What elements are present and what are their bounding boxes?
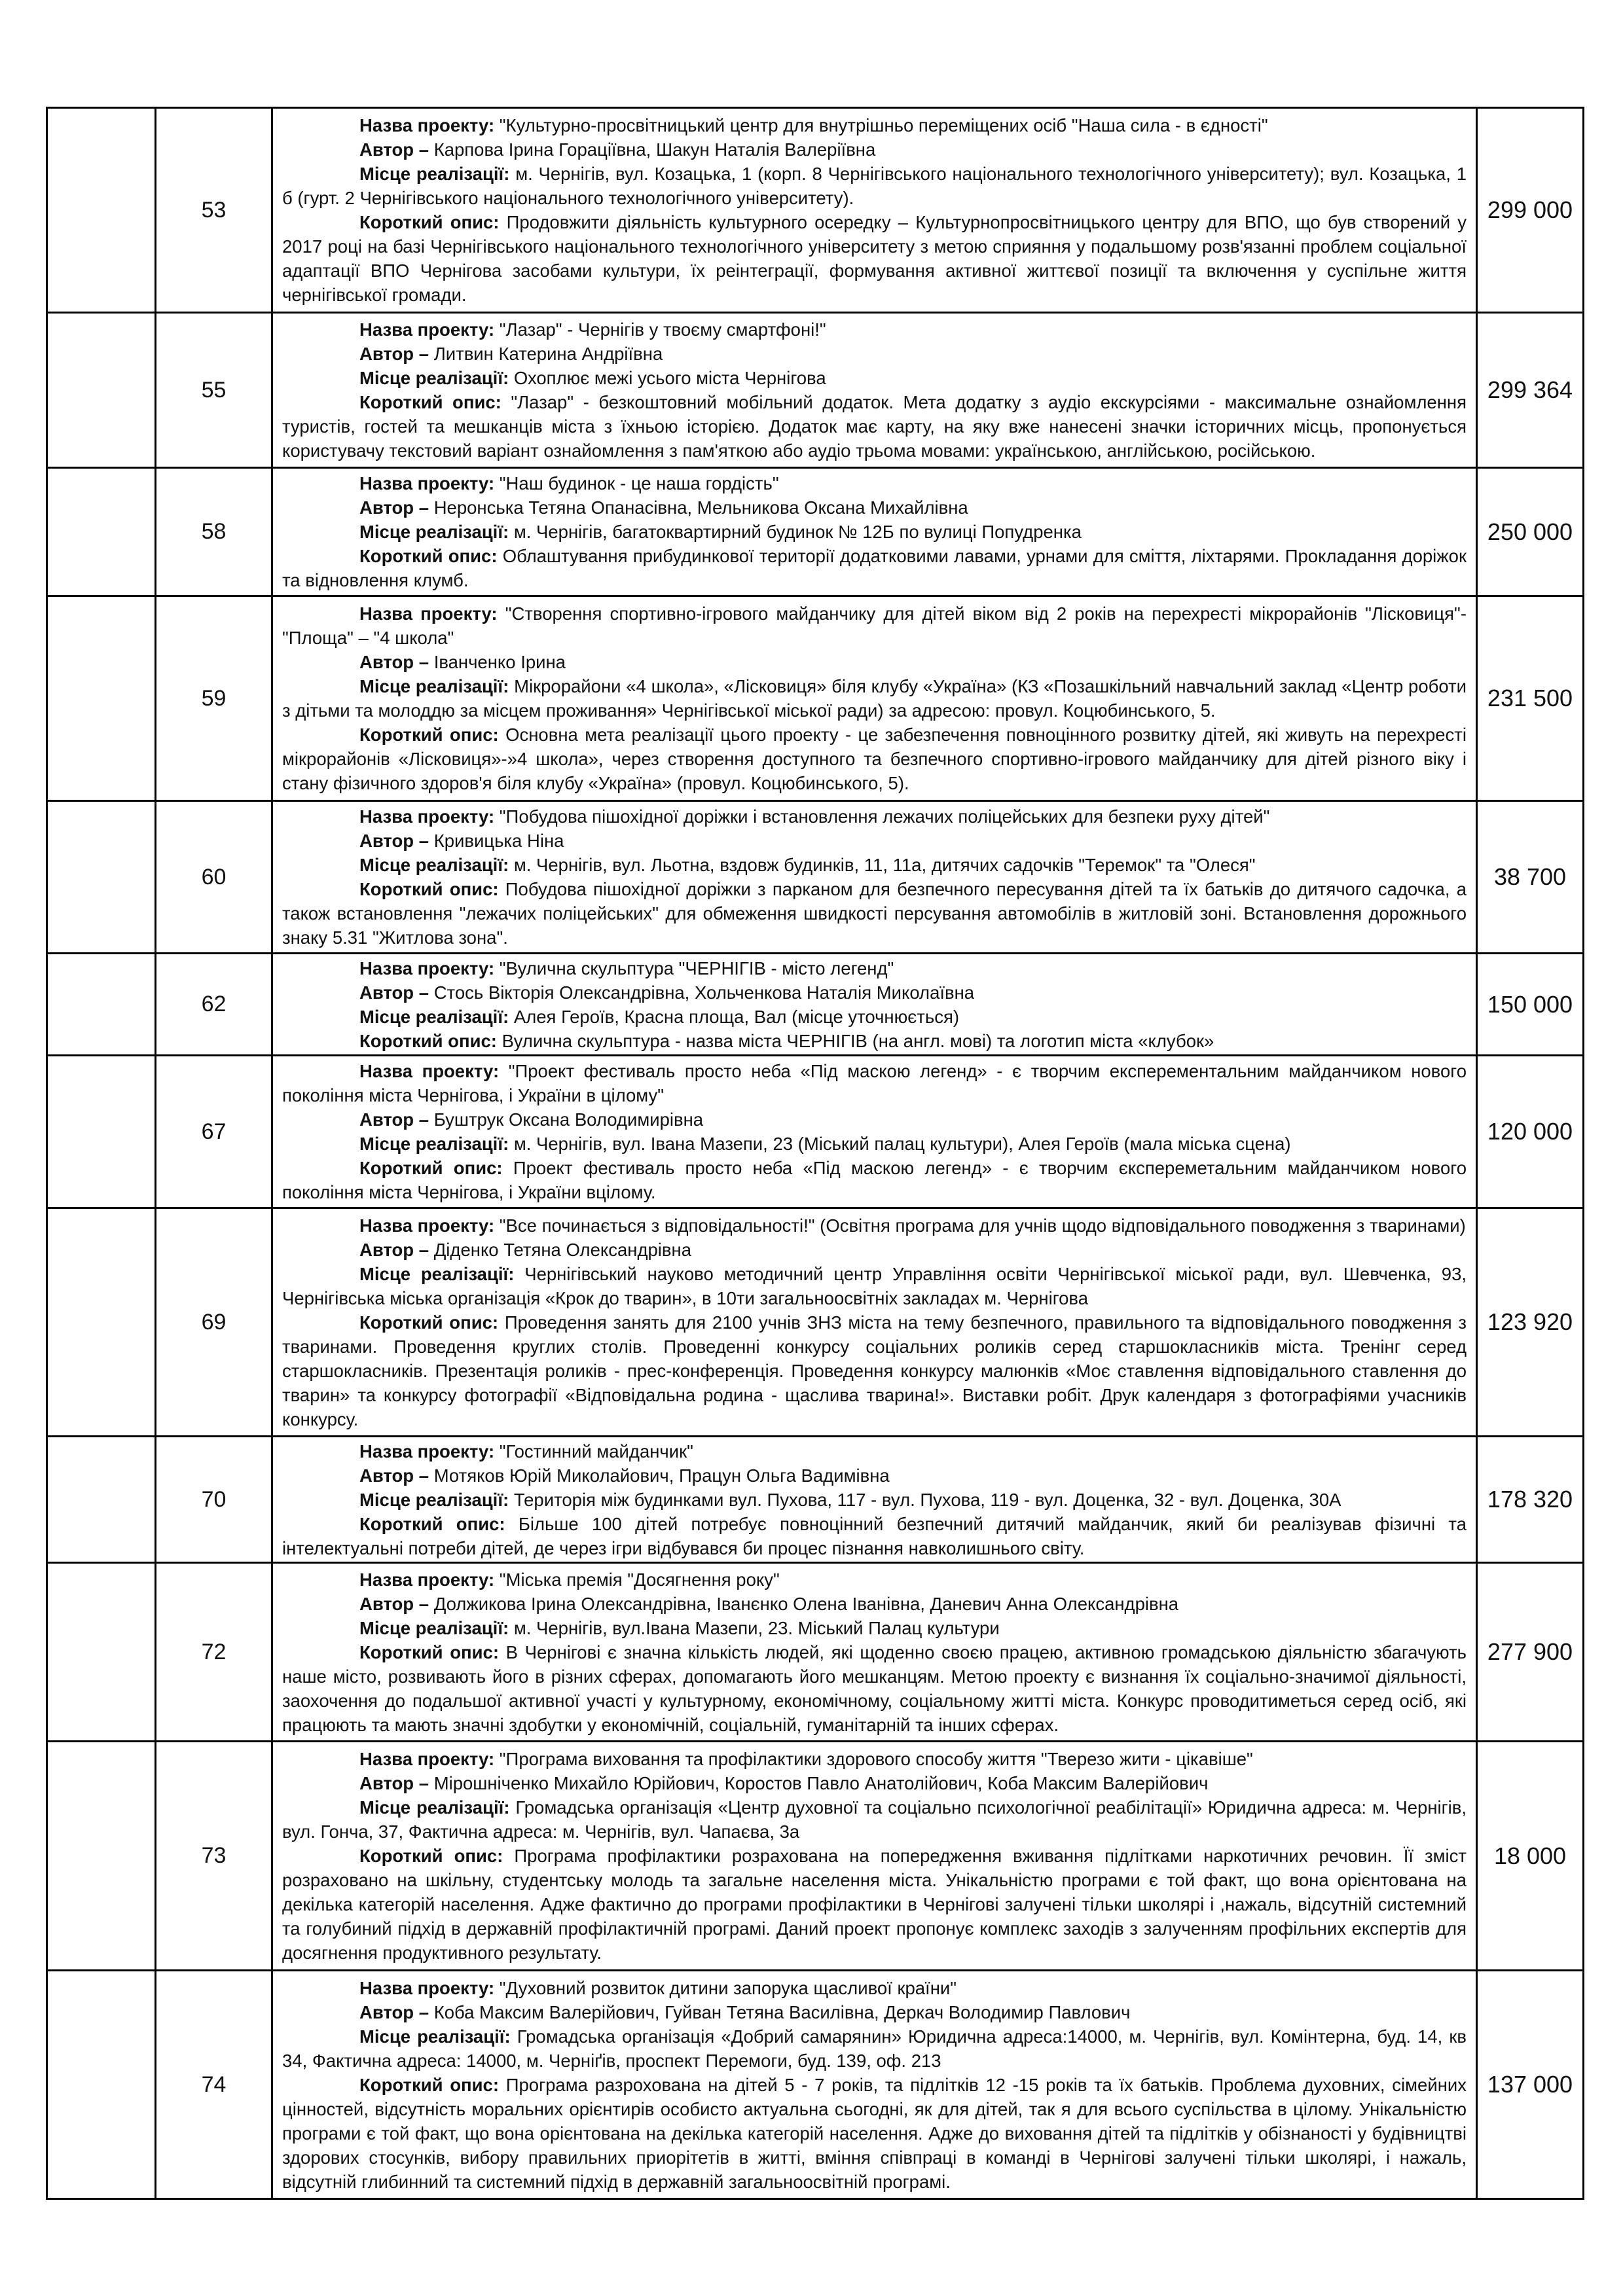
project-name-label: Назва проекту: [359,1977,495,1998]
project-author-line [282,2000,1467,2024]
project-number: 70 [156,1437,272,1563]
project-name-line [282,1976,1467,2000]
project-place-label: Місце реалізації: [359,676,509,696]
project-desc: Продовжити діяльність культурного осередку – Культурнопросвітницького центру для ВПО, що був створений у 2017 році на базі Чернігівського національного технологічного університету з метою сприяння у подальшому розв'язанні проблем соціальної адаптації ВПО Чернігова засобами культури, їх реінтеграції, формування активної життєвої позиції та включення у суспільне життя чернігівської громади. [282,212,1467,305]
project-row [47,468,1584,596]
blank-cell [47,108,156,313]
project-place-label: Місце реалізації: [359,855,509,875]
project-desc: Проект фестиваль просто неба «Під маскою легенд» - є творчим єкспереметальним майданчиком нового покоління міста Чернігова, і України вцілому. [282,1158,1467,1202]
project-author-label: Автор – [359,139,429,160]
project-amount: 120 000 [1477,1056,1584,1208]
project-place: Алея Героїв, Красна площа, Вал (місце уточнюється) [513,1006,960,1027]
project-author: Коба Максим Валерійович, Гуйван Тетяна Василівна, Деркач Володимир Павлович [433,2001,1131,2022]
project-number: 53 [156,108,272,313]
project-author: Неронська Тетяна Опанасівна, Мельникова Оксана Михайлівна [433,497,968,518]
project-name-label: Назва проекту: [359,1441,495,1462]
blank-cell [47,801,156,954]
project-place: Територія між будинками вул. Пухова, 117 - вул. Пухова, 119 - вул. Доценка, 32 - вул. Доценка, 30А [513,1489,1341,1510]
project-amount: 178 320 [1477,1437,1584,1563]
project-name: "Наш будинок - це наша гордість" [499,473,779,493]
project-name-line [282,1439,1467,1463]
blank-cell [47,1742,156,1971]
project-author-line [282,137,1467,162]
project-desc-label: Короткий опис: [359,1641,499,1662]
project-place-label: Місце реалізації: [359,1006,509,1027]
project-name-line [282,1059,1467,1107]
project-name-line [282,1568,1467,1592]
project-place-label: Місце реалізації: [359,1489,509,1510]
project-desc-label: Короткий опис: [359,879,499,899]
project-author-line [282,1592,1467,1616]
project-name: "Все починається з відповідальності!" (Освітня програма для учнів щодо відповідального поводження з тваринами) [499,1215,1466,1236]
project-row [47,596,1584,801]
project-place: м. Чернігів, багатоквартирний будинок № 12Б по вулиці Попудренка [513,522,1082,542]
project-details [272,1742,1477,1971]
project-details [272,313,1477,468]
project-name-line [282,113,1467,137]
project-name-label: Назва проекту: [359,473,495,493]
project-desc-label: Короткий опис: [359,392,501,412]
project-name: "Міська премія "Досягнення року" [499,1569,780,1590]
project-row [47,1437,1584,1563]
project-desc-line [282,1310,1467,1431]
project-author-label: Автор – [359,982,429,1003]
project-desc: Програма профілактики розрахована на попередження вживання підлітками наркотичних речовин. Її зміст розраховано на шкільну, студентську молодь та загальне населення міста. Унікальністю програми є той факт, що вона орієнтована на декілька категорій населення. Адже фактично до програми профілактики в Чернігові залучені тільки школярі і ,нажаль, відсутній системний та голубиний підхід в державній профілактичній програмі. Даний проект пропонує комплекс заходів з залученням профільних експертів для досягнення продуктивного результату. [282,1846,1467,1963]
project-place-line [282,2024,1467,2073]
project-desc-label: Короткий опис: [359,1513,505,1534]
project-desc-line [282,877,1467,950]
project-row [47,1208,1584,1437]
project-desc-line [282,390,1467,463]
project-details [272,108,1477,313]
project-name-line [282,1747,1467,1771]
project-author-line [282,1463,1467,1488]
project-place-line [282,1795,1467,1844]
project-details [272,468,1477,596]
project-author-label: Автор – [359,831,429,851]
project-row [47,1742,1584,1971]
project-name: "Програма виховання та профілактики здорового способу життя "Тверезо жити - цікавіше" [499,1749,1253,1769]
project-amount: 277 900 [1477,1563,1584,1742]
project-amount: 250 000 [1477,468,1584,596]
project-amount: 18 000 [1477,1742,1584,1971]
project-number: 58 [156,468,272,596]
project-place-label: Місце реалізації: [359,2026,511,2047]
project-number: 74 [156,1971,272,2199]
project-name-label: Назва проекту: [359,1061,500,1081]
project-place: Громадська організація «Центр духовної та соціально психологічної реабілітації» Юридична адреса: м. Чернігів, вул. Гонча, 37, Фактична адреса: м. Чернігів, вул. Чапаєва, 3а [282,1797,1467,1842]
blank-cell [47,1437,156,1563]
project-author: Діденко Тетяна Олександрівна [433,1239,691,1260]
project-author-line [282,1107,1467,1132]
project-row [47,1056,1584,1208]
project-place: м. Чернігів, вул. Козацька, 1 (корп. 8 Чернігівського національного технологічного університету); вул. Козацька, 1 б (гурт. 2 Чернігівського національного технологічного університету). [282,164,1467,208]
project-author-line [282,495,1467,520]
project-author-label: Автор – [359,1593,429,1614]
project-name-line [282,317,1467,342]
project-name: "Культурно-просвітницький центр для внутрішньо переміщених осіб "Наша сила - в єдності" [499,115,1268,135]
blank-cell [47,954,156,1056]
project-place-line [282,162,1467,210]
project-row [47,954,1584,1056]
project-place-label: Місце реалізації: [359,368,509,388]
project-author: Буштрук Оксана Володимирівна [433,1109,704,1130]
project-desc-line [282,1512,1467,1560]
project-place: Громадська організація «Добрий самарянин» Юридична адреса:14000, м. Чернігів, вул. Комінтерна, буд. 14, кв 34, Фактична адреса: 14000, м. Черніґів, проспект Перемоги, буд. 139, оф. 213 [282,2026,1467,2071]
blank-cell [47,468,156,596]
project-author: Мотяков Юрій Миколайович, Працун Ольга Вадимівна [433,1465,890,1486]
project-number: 73 [156,1742,272,1971]
project-desc: Вулична скульптура - назва міста ЧЕРНІГІВ (на англ. мові) та логотип міста «клубок» [501,1030,1214,1051]
project-author-label: Автор – [359,1239,429,1260]
project-desc: Проведення занять для 2100 учнів ЗНЗ міста на тему безпечного, правильного та відповідального поводження з тваринами. Проведення круглих столів. Проведенні конкурсу соціальних роликів серед старшокласників міста. Тренінг серед старшокласників. Презентація роликів - прес-конференція. Проведення конкурсу малюнків «Моє ставлення відповідального ставлення до тварин» та конкурсу фотографії «Відповідальна родина - щаслива тварина!». Виставки робіт. Друк календаря з фотографіями учасників конкурсу. [282,1312,1467,1429]
project-desc-line [282,723,1467,795]
project-number: 67 [156,1056,272,1208]
project-number: 62 [156,954,272,1056]
project-author-line [282,1238,1467,1262]
project-details [272,801,1477,954]
project-name-label: Назва проекту: [359,806,495,827]
project-author-line [282,1771,1467,1795]
project-author: Мірошніченко Михайло Юрійович, Коростов Павло Анатолійович, Коба Максим Валерійович [433,1773,1209,1793]
project-author: Должикова Ірина Олександрівна, Іванєнко Олена Іванівна, Даневич Анна Олександрівна [433,1593,1179,1614]
project-name: "Побудова пішохідної доріжки і встановлення лежачих поліцейських для безпеки руху дітей" [499,806,1270,827]
project-name-line [282,601,1467,650]
project-details [272,1208,1477,1437]
project-name: "Створення спортивно-ігрового майданчику для дітей віком від 2 років на перехресті мікрорайонів "Лісковиця"-"Площа" – "4 школа" [282,603,1467,648]
project-place-line [282,1616,1467,1640]
project-desc-line [282,210,1467,307]
project-number: 59 [156,596,272,801]
project-name-label: Назва проекту: [359,1215,495,1236]
project-name-line [282,956,1467,980]
project-desc-label: Короткий опис: [359,1158,503,1178]
project-desc-label: Короткий опис: [359,212,500,232]
project-place-label: Місце реалізації: [359,1797,510,1818]
project-desc-label: Короткий опис: [359,1030,497,1051]
project-desc: Побудова пішохідної доріжки з парканом для безпечного пересування дітей та їх батьків до дитячого садочка, а також встановлення "лежачих поліцейських" для обмеження швидкості персування автомобілів в житловій зоні. Встановлення дорожнього знаку 5.31 "Житлова зона". [282,879,1467,948]
project-place: м. Чернігів, вул. Івана Мазепи, 23 (Міський палац культури), Алея Героїв (мала міська сцена) [513,1134,1291,1154]
blank-cell [47,1563,156,1742]
project-desc-line [282,1640,1467,1737]
project-author-label: Автор – [359,1773,429,1793]
project-amount: 231 500 [1477,596,1584,801]
project-desc-line [282,1844,1467,1965]
project-place: Охоплює межі усього міста Чернігова [513,368,826,388]
project-amount: 150 000 [1477,954,1584,1056]
project-author: Іванченко Ірина [433,652,566,672]
project-desc-label: Короткий опис: [359,546,498,566]
project-place-label: Місце реалізації: [359,164,510,184]
project-place-line [282,520,1467,544]
project-name-line [282,471,1467,495]
project-details [272,1971,1477,2199]
project-place-line [282,1262,1467,1310]
project-amount: 299 364 [1477,313,1584,468]
project-author-line [282,980,1467,1005]
project-desc: В Чернігові є значна кількість людей, які щоденно своєю працею, активною громадською діяльністю збагачують наше місто, розвивають його в різних сферах, допомагають його мешканцям. Метою проекту є визнання їх соціально-значимої діяльності, заохочення до подальшої активної участі у культурному, економічному, соціальному житті міста. Конкурс проводитиметься серед осіб, які працюють та мають значні здобутки у економічній, соціальній, гуманітарній та інших сферах. [282,1641,1467,1735]
projects-table-body [47,108,1584,2199]
project-desc: Облаштування прибудинкової території додатковими лавами, урнами для сміття, ліхтарями. Прокладання доріжок та відновлення клумб. [282,546,1467,590]
project-name-line [282,1213,1467,1238]
project-row [47,313,1584,468]
project-row [47,108,1584,313]
project-author-label: Автор – [359,2001,429,2022]
project-amount: 299 000 [1477,108,1584,313]
project-place-line [282,1488,1467,1512]
blank-cell [47,1056,156,1208]
project-row [47,1563,1584,1742]
project-name: "Вулична скульптура "ЧЕРНІГІВ - місто легенд" [499,958,894,978]
project-amount: 123 920 [1477,1208,1584,1437]
project-place-line [282,366,1467,390]
project-number: 55 [156,313,272,468]
project-author: Литвин Катерина Андріївна [433,344,663,364]
project-desc: Програма разрохована на дітей 5 - 7 років, та підлітків 12 -15 років та їх батьків. Проблема духовних, сімейних цінностей, відсутність моральних орієнтирів особисто актуальна сьогодні, як для дітей, так я для всього суспільства в цілому. Унікальністю програми є той факт, що вона орієнтована на декілька категорій населення. Адже до виховання дітей та підлітків у обізнаності у будівництві здорових стосунків, вибору правильних приорітетів в житті, вміння співпраці в команді в Чернігові залучені тільки школярі, і нажаль, відсутній глибинний та системний підхід в державній загальноосвітній програмі. [282,2074,1467,2192]
project-desc-line [282,1029,1467,1053]
project-place-label: Місце реалізації: [359,1263,515,1284]
blank-cell [47,1208,156,1437]
project-place-line [282,1132,1467,1156]
project-desc: Більше 100 дітей потребує повноцінний безпечний дитячий майданчик, який би реалізував фізичні та інтелектуальні потреби дітей, де через ігри відбувався би процес пізнання навколишнього світу. [282,1513,1467,1558]
project-place-line [282,674,1467,723]
project-number: 72 [156,1563,272,1742]
project-number: 69 [156,1208,272,1437]
blank-cell [47,313,156,468]
project-author: Кривицька Ніна [433,831,564,851]
project-author-label: Автор – [359,652,429,672]
project-desc-label: Короткий опис: [359,725,499,745]
blank-cell [47,1971,156,2199]
project-place-label: Місце реалізації: [359,1617,509,1638]
project-desc-line [282,2073,1467,2194]
project-amount: 38 700 [1477,801,1584,954]
project-row [47,801,1584,954]
project-name-label: Назва проекту: [359,603,498,624]
project-name: "Гостинний майданчик" [499,1441,693,1462]
project-author-label: Автор – [359,497,429,518]
project-name-label: Назва проекту: [359,319,495,340]
project-desc-label: Короткий опис: [359,1312,499,1333]
project-name: "Духовний розвиток дитини запорука щасливої країни" [499,1977,957,1998]
project-name: "Лазар" - Чернігів у твоєму смартфоні!" [499,319,826,340]
project-place-line [282,853,1467,877]
project-details [272,954,1477,1056]
project-author-label: Автор – [359,1465,429,1486]
project-desc: Основна мета реалізації цього проекту - це забезпечення повноцінного розвитку дітей, які живуть на перехресті мікрорайонів «Лісковиця»-»4 школа», через створення доступного та безпечного спортивно-ігрового майданчику для дітей різного віку і стану фізичного здоров'я біля клубу «Україна» (провул. Коцюбинського, 5). [282,725,1467,793]
project-name-label: Назва проекту: [359,1569,495,1590]
project-author-label: Автор – [359,1109,429,1130]
project-details [272,1056,1477,1208]
project-number: 60 [156,801,272,954]
blank-cell [47,596,156,801]
project-author-line [282,342,1467,366]
project-author-label: Автор – [359,344,429,364]
project-desc-line [282,1156,1467,1204]
project-author-line [282,650,1467,674]
project-name-label: Назва проекту: [359,1749,495,1769]
project-details [272,596,1477,801]
project-desc-label: Короткий опис: [359,1846,503,1866]
project-desc-label: Короткий опис: [359,2074,500,2095]
project-place: м. Чернігів, вул. Льотна, вздовж будинків, 11, 11а, дитячих садочків "Теремок" та "Олеся" [513,855,1256,875]
project-name-label: Назва проекту: [359,958,495,978]
project-name-line [282,804,1467,829]
project-desc-line [282,544,1467,592]
project-details [272,1437,1477,1563]
project-row [47,1971,1584,2199]
project-place-label: Місце реалізації: [359,522,509,542]
project-author: Стось Вікторія Олександрівна, Хольченкова Наталія Миколаївна [433,982,975,1003]
project-author-line [282,829,1467,853]
project-author: Карпова Ірина Гораціївна, Шакун Наталія Валеріївна [433,139,876,160]
project-details [272,1563,1477,1742]
project-name-label: Назва проекту: [359,115,495,135]
project-place: Мікрорайони «4 школа», «Лісковиця» біля клубу «Україна» (КЗ «Позашкільний навчальний заклад «Центр роботи з дітьми та молоддю за місцем проживання» Чернігівської міської ради) за адресою: провул. Коцюбинського, 5. [282,676,1467,721]
project-place: м. Чернігів, вул.Івана Мазепи, 23. Міський Палац культури [513,1617,1000,1638]
project-place-label: Місце реалізації: [359,1134,509,1154]
project-amount: 137 000 [1477,1971,1584,2199]
project-place-line [282,1005,1467,1029]
projects-table [46,107,1584,2200]
project-place: Чернігівський науково методичний центр Управління освіти Чернігівської міської ради, вул. Шевченка, 93, Чернігівська міська організація «Крок до тварин», в 10ти загальноосвітніх закладах м. Чернігова [282,1263,1467,1308]
project-name: "Проект фестиваль просто неба «Під маскою легенд» - є творчим експерементальним майданчиком нового покоління міста Чернігова, і України в цілому" [282,1061,1467,1105]
project-desc: "Лазар" - безкоштовний мобільний додаток. Мета додатку з аудіо екскурсіями - максимальне ознайомлення туристів, гостей та мешканців міста з їхньою історією. Додаток має карту, на яку вже нанесені значки історичних місць, пропонується користувачу текстовий варіант ознайомлення з пам'яткою або аудіо трьома мовами: українською, англійською, російською. [282,392,1467,461]
